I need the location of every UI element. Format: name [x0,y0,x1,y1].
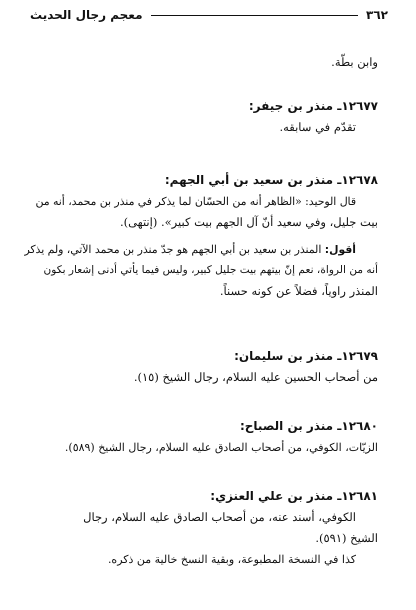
entry-text-line: الزيّات، الكوفي، من أصحاب الصادق عليه السلام، رجال الشيخ (٥٨٩). [64,441,378,454]
running-title: معجم رجال الحديث [30,8,143,22]
entry-text-line: تقدّم في سابقه. [279,120,356,134]
header-rule [151,15,359,16]
entry-heading: ١٢٦٨١ـ منذر بن علي العنزي: [210,489,378,503]
entry-heading: ١٢٦٧٨ـ منذر بن سعيد بن أبي الجهم: [164,173,378,187]
comment-text: المنذر بن سعيد بن أبي الجهم هو جدّ منذر بن محمد الآتي، ولم يذكر [24,243,325,256]
page-number: ٣٦٢ [366,8,388,22]
continued-text-block [36,52,378,73]
entry-text-line: بيت جليل، وفي سعيد أنّ آل الجهم بيت كبير». (إنتهى). [119,215,378,229]
entry-12678 [24,170,378,302]
continued-text: وابن بطّة. [331,55,378,69]
entry-text-line: كذا في النسخة المطبوعة، وبقية النسخ خالية من ذكره. [107,553,356,566]
entry-text-line: قال الوحيد: «الظاهر أنه من الحسّان لما يذكر في منذر بن محمد، أنه من [35,195,356,208]
comment-line: المنذر راوياً، فضلاً عن كونه حسناً. [219,284,378,298]
comment-line [24,239,378,260]
entry-heading: ١٢٦٧٩ـ منذر بن سليمان: [234,349,378,363]
entry-12677 [36,96,378,138]
entry-text-line: الشيخ (٥٩١). [315,531,378,545]
entry-heading: ١٢٦٧٧ـ منذر بن جيفر: [248,99,378,113]
entry-heading: ١٢٦٨٠ـ منذر بن الصباح: [239,419,378,433]
entry-12680 [36,416,378,458]
comment-line: أنه من الرواة، نعم إنّ بيتهم بيت جليل كبير، وليس فيما يأتي أدنى إشعار بكون [43,264,378,276]
page-header [30,8,388,22]
entry-12679 [36,346,378,388]
comment-label: أقول: [324,243,356,256]
entry-12681 [36,486,378,570]
entry-text-line: الكوفي، أسند عنه، من أصحاب الصادق عليه السلام، رجال [83,510,356,524]
entry-text-line: من أصحاب الحسين عليه السلام، رجال الشيخ (١٥). [133,370,378,384]
